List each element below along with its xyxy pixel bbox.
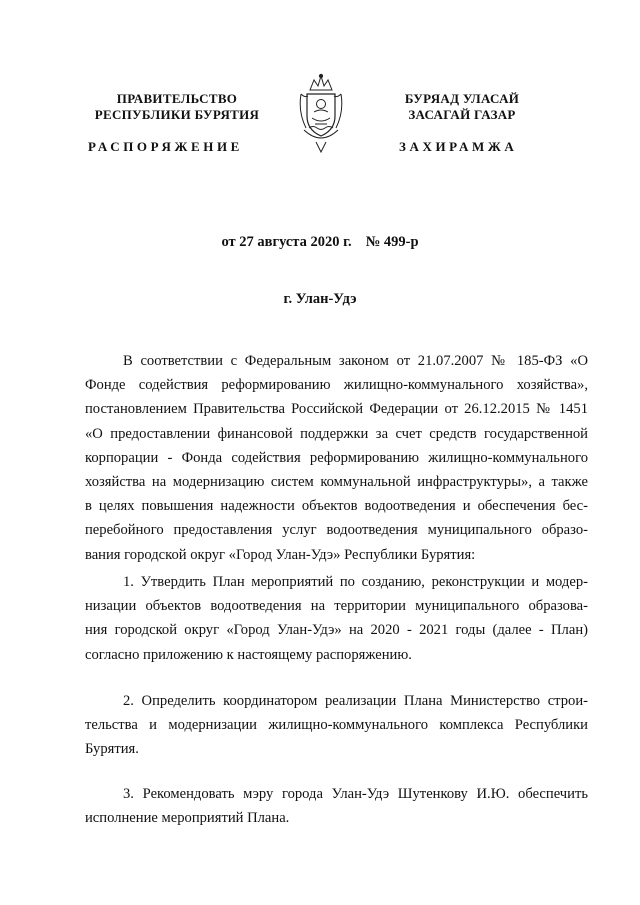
text-line: согласно приложению к настоящему распоряжению.: [85, 646, 412, 663]
document-date: от 27 августа 2020 г.: [221, 234, 352, 250]
text-line: 1. Утвердить План мероприятий по созданию, реконструкции и модер-: [123, 574, 588, 590]
text-line: В соответствии с Федеральным законом от 21.07.2007 № 185-ФЗ «О: [123, 353, 588, 369]
text-line: хозяйства на модернизацию систем коммунальной инфраструктуры», а также: [85, 473, 588, 490]
paragraph-preamble: [85, 349, 588, 567]
header-right-line: ЗАСАГАЙ ГАЗАР: [408, 107, 516, 122]
text-line: 3. Рекомендовать мэру города Улан-Удэ Шутенкову И.Ю. обеспечить: [123, 786, 588, 802]
header-left-org: [82, 91, 272, 123]
text-line: 2. Определить координатором реализации Плана Министерство строи-: [123, 693, 588, 709]
text-line: в целях повышения надежности объектов водоотведения и обеспечения бес-: [85, 498, 588, 515]
document-number: № 499-р: [365, 234, 419, 250]
coat-of-arms-emblem: [296, 72, 346, 158]
text-line: Фонде содействия реформированию жилищно-коммунального хозяйства»,: [85, 377, 588, 394]
text-line: «О предоставлении финансовой поддержки за счет средств государственной: [85, 425, 588, 442]
doc-type-buryat: ЗАХИРАМЖА: [399, 139, 518, 154]
paragraph-item-3: [85, 782, 588, 830]
text-line: Бурятия.: [85, 741, 139, 758]
text-line: вания городской округ «Город Улан-Удэ» Республики Бурятия:: [85, 546, 476, 563]
document-date-number: [0, 234, 640, 251]
text-line: низации объектов водоотведения на территории муниципального образова-: [85, 598, 588, 615]
text-line: ния городской округ «Город Улан-Удэ» на 2020 - 2021 годы (далее - План): [85, 622, 588, 639]
text-line: тельства и модернизации жилищно-коммунального комплекса Республики: [85, 717, 588, 734]
header-right-line: БУРЯАД УЛАСАЙ: [404, 91, 520, 106]
header-right-org: [382, 91, 542, 123]
text-line: постановлением Правительства Российской Федерации от 26.12.2015 № 1451: [85, 401, 588, 418]
paragraph-item-1: [85, 570, 588, 667]
text-line: исполнение мероприятий Плана.: [85, 810, 290, 827]
document-city: г. Улан-Удэ: [283, 291, 357, 307]
text-line: перебойного предоставления услуг водоотведения муниципального образо-: [85, 522, 588, 539]
doc-type-russian: РАСПОРЯЖЕНИЕ: [88, 139, 243, 154]
header-left-line: РЕСПУБЛИКИ БУРЯТИЯ: [94, 107, 260, 122]
paragraph-item-2: [85, 689, 588, 762]
header-left-line: ПРАВИТЕЛЬСТВО: [116, 91, 238, 106]
text-line: корпорации - Фонда содействия реформированию жилищно-коммунального: [85, 449, 588, 466]
